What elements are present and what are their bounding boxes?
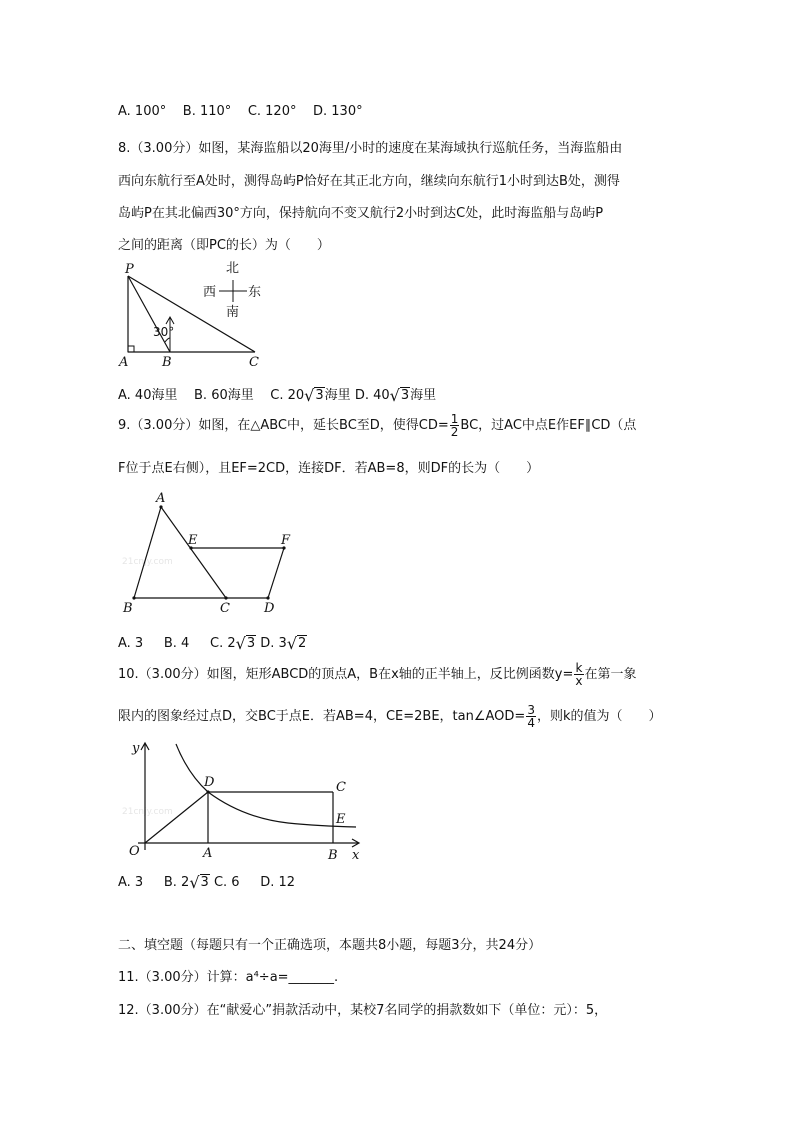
- q10-hyperbola-curve: [176, 744, 356, 827]
- q10-option-b: B. 2√3: [163, 873, 209, 892]
- q10-label-E: E: [336, 812, 346, 827]
- q8-label-A: A: [119, 355, 129, 370]
- q9-label-F: F: [281, 533, 291, 548]
- q8-figure: [115, 260, 285, 370]
- q8-right-angle-mark: [128, 346, 134, 352]
- q10-fraction-kx: $\frac{k}{x}$: [575, 661, 583, 688]
- q8-label-B: B: [162, 355, 172, 370]
- q8-stem-line4: 之间的距离（即PC的长）为（ ）: [118, 238, 330, 253]
- q8-stem-line2: 西向东航行至A处时，测得岛屿P恰好在其正北方向，继续向东航行1小时到达B处，测得: [118, 174, 620, 189]
- q7-option-a: A. 100°: [118, 104, 167, 119]
- svg-text:21cnjy.com: 21cnjy.com: [122, 807, 173, 817]
- q8-option-c: C. 20√3海里: [270, 386, 351, 405]
- q9-label-B: B: [123, 601, 133, 616]
- q10-point-D: [206, 790, 209, 793]
- q10-option-a: A. 3: [118, 875, 144, 890]
- q10-label-y: y: [132, 741, 140, 756]
- q9-option-c: C. 2√3: [210, 634, 256, 653]
- q8-line-PB: [128, 276, 170, 352]
- q9-option-a: A. 3: [118, 636, 144, 651]
- q9-point-C: [224, 596, 227, 599]
- q9-line-DF: [268, 548, 284, 598]
- q10-label-A: A: [203, 846, 213, 861]
- q8-compass-west: 西: [203, 285, 217, 300]
- q8-compass-east: 东: [248, 285, 262, 300]
- q8-label-P: P: [125, 262, 134, 277]
- q10-line-OD: [145, 792, 208, 843]
- q9-stem-line1: 9.（3.00分）如图，在△ABC中，延长BC至D，使得CD= $\frac{1}{2}$ BC，过AC中点E作EF∥CD（点: [118, 412, 637, 439]
- q10-option-c: C. 6: [213, 875, 240, 890]
- q8-option-a: A. 40海里: [118, 388, 178, 403]
- q9-option-b: B. 4: [163, 636, 190, 651]
- q9-label-A: A: [156, 491, 166, 506]
- q10-label-C: C: [336, 780, 346, 795]
- q8-options: [118, 384, 436, 405]
- q8-stem-line3: 岛屿P在其北偏西30°方向，保持航向不变又航行2小时到达C处，此时海监船与岛屿P: [118, 206, 604, 221]
- q10-stem-line1: 10.（3.00分）如图，矩形ABCD的顶点A，B在x轴的正半轴上，反比例函数y= $\frac{k}{x}$ 在第一象: [118, 661, 637, 688]
- q10-label-O: O: [129, 844, 140, 859]
- q9-label-E: E: [188, 533, 198, 548]
- q10-option-d: D. 12: [260, 875, 296, 890]
- q9-line-AB: [134, 507, 161, 598]
- svg-text:21cnjy.com: 21cnjy.com: [122, 557, 173, 567]
- q9-point-B: [132, 596, 135, 599]
- q10-options: [118, 873, 295, 892]
- q10-label-B: B: [328, 848, 338, 863]
- q8-label-angle: 30°: [153, 325, 175, 339]
- q8-stem-line1: 8.（3.00分）如图，某海监船以20海里/小时的速度在某海域执行巡航任务，当海监船由: [118, 141, 623, 156]
- q7-options: [118, 104, 363, 119]
- q10-stem-line2: 限内的图象经过点D，交BC于点E．若AB=4，CE=2BE，tan∠AOD= $\frac{3}{4}$ ，则k的值为（ ）: [118, 703, 662, 730]
- q10-label-x: x: [352, 848, 360, 863]
- q7-option-b: B. 110°: [182, 104, 232, 119]
- q9-label-D: D: [264, 601, 275, 616]
- q9-option-d: D. 3√2: [260, 634, 307, 653]
- q8-option-b: B. 60海里: [194, 388, 254, 403]
- q7-option-c: C. 120°: [247, 104, 297, 119]
- q9-label-C: C: [220, 601, 230, 616]
- q9-line-AC: [161, 507, 226, 598]
- q11-stem: 11.（3.00分）计算：a⁴÷a=_______.: [118, 970, 339, 985]
- q10-figure: [118, 738, 378, 868]
- q9-point-D: [266, 596, 269, 599]
- q10-fraction-tan: $\frac{3}{4}$: [527, 703, 535, 730]
- q9-options: [118, 634, 307, 653]
- q7-option-d: D. 130°: [313, 104, 363, 119]
- q9-fraction: $\frac{1}{2}$: [450, 412, 459, 439]
- q10-label-D: D: [204, 775, 215, 790]
- q8-compass-north: 北: [226, 261, 240, 276]
- q9-stem-line2: F位于点E右侧），且EF=2CD，连接DF．若AB=8，则DF的长为（ ）: [118, 461, 540, 476]
- q8-option-d: D. 40√3海里: [354, 386, 437, 405]
- section2-heading: 二、填空题（每题只有一个正确选项，本题共8小题，每题3分，共24分）: [118, 938, 542, 953]
- q8-compass-south: 南: [226, 305, 240, 320]
- q8-label-C: C: [249, 355, 259, 370]
- q9-figure: [118, 488, 308, 618]
- q12-stem: 12.（3.00分）在“献爱心”捐款活动中，某校7名同学的捐款数如下（单位：元）：5，: [118, 1003, 608, 1018]
